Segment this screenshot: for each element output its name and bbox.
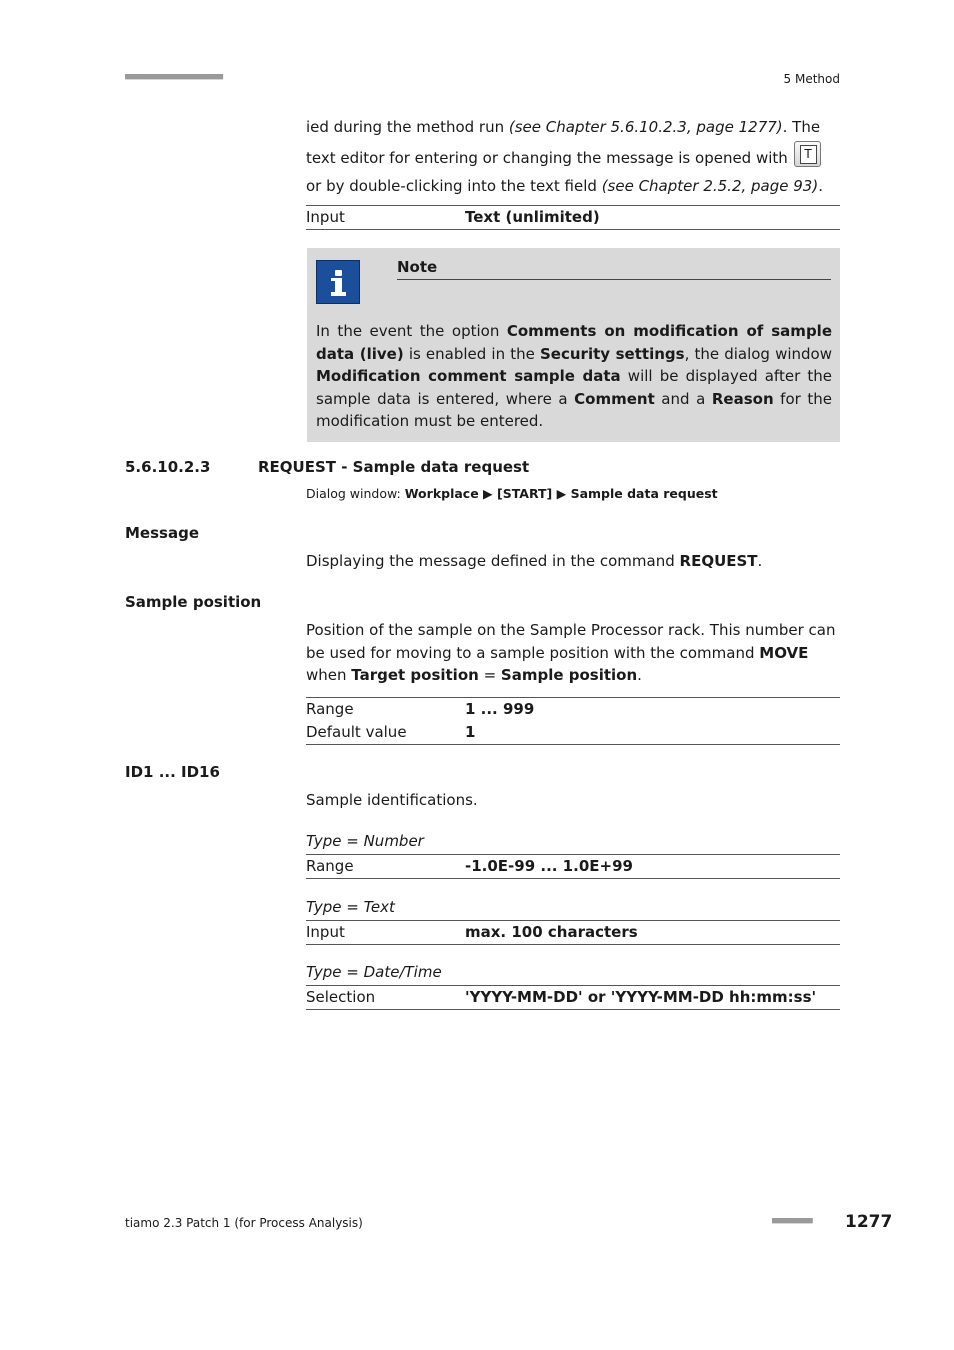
- page-number: 1277: [845, 1212, 893, 1232]
- type-datetime-table: [306, 985, 840, 1010]
- header-chapter: 5 Method: [783, 72, 840, 86]
- row-key: Range: [306, 857, 354, 875]
- table-row: [306, 721, 840, 744]
- row-key: Default value: [306, 723, 407, 741]
- intro-paragraph: ied during the method run (see Chapter 5.6.10.2.3, page 1277). The text editor for entering or changing the message is opened with T or by double-clicking into the text field (see Chapter 2.5.2, page 93).: [306, 118, 823, 195]
- section-number: 5.6.10.2.3: [125, 458, 211, 476]
- message-description: Displaying the message defined in the command REQUEST.: [306, 552, 763, 570]
- sample-position-description: Position of the sample on the Sample Processor rack. This number can be used for moving to a sample position with the command MOVE when Target position = Sample position.: [306, 621, 836, 684]
- table-row: [306, 921, 840, 944]
- table-row: [306, 698, 840, 721]
- footer-decoration: ■■■■■■■■■: [772, 1216, 812, 1226]
- row-value: 1 ... 999: [465, 700, 535, 718]
- term-message: Message: [125, 524, 199, 542]
- section-title: REQUEST - Sample data request: [258, 458, 530, 476]
- text-edit-icon: T: [800, 145, 817, 164]
- type-label-number: Type = Number: [306, 832, 424, 850]
- table-row: [306, 206, 840, 229]
- row-key: Selection: [306, 988, 376, 1006]
- row-key: Input: [306, 208, 345, 226]
- text-editor-button[interactable]: [794, 141, 821, 167]
- footer-product: tiamo 2.3 Patch 1 (for Process Analysis): [125, 1216, 363, 1230]
- note-title: Note: [397, 258, 438, 276]
- row-key: Input: [306, 923, 345, 941]
- row-value: 1: [465, 723, 476, 741]
- row-key: Range: [306, 700, 354, 718]
- chapter-reference[interactable]: (see Chapter 5.6.10.2.3, page 1277): [508, 118, 783, 136]
- dialog-path: Dialog window: Workplace ▶ [START] ▶ Sample data request: [306, 486, 718, 501]
- sample-position-table: [306, 697, 840, 745]
- row-value: Text (unlimited): [465, 208, 600, 226]
- table-rule: [306, 944, 840, 945]
- table-rule: [306, 229, 840, 230]
- table-row: [306, 986, 840, 1009]
- note-rule: [397, 279, 831, 280]
- term-ids: ID1 ... ID16: [125, 763, 220, 781]
- type-label-datetime: Type = Date/Time: [306, 963, 442, 981]
- type-number-table: [306, 854, 840, 879]
- ids-description: Sample identifications.: [306, 791, 478, 809]
- table-rule: [306, 1009, 840, 1010]
- note-body: In the event the option Comments on modification of sample data (live) is enabled in the Security settings, the dialog window Modification comment sample data will be displayed after the sample data is entered, where a Comment and a Reason for the modification must be entered.: [316, 322, 832, 430]
- row-value: 'YYYY-MM-DD' or 'YYYY-MM-DD hh:mm:ss': [465, 988, 817, 1006]
- header-decoration: ■■■■■■■■■■■■■■■■■■■■■■: [125, 72, 223, 82]
- type-text-table: [306, 920, 840, 945]
- chapter-reference[interactable]: (see Chapter 2.5.2, page 93): [601, 177, 819, 195]
- table-row: [306, 855, 840, 878]
- type-label-text: Type = Text: [306, 898, 395, 916]
- note-box: [307, 248, 840, 442]
- info-icon: [316, 260, 360, 304]
- input-table: [306, 205, 840, 230]
- row-value: -1.0E-99 ... 1.0E+99: [465, 857, 633, 875]
- table-rule: [306, 878, 840, 879]
- term-sample-position: Sample position: [125, 593, 262, 611]
- table-rule: [306, 744, 840, 745]
- row-value: max. 100 characters: [465, 923, 638, 941]
